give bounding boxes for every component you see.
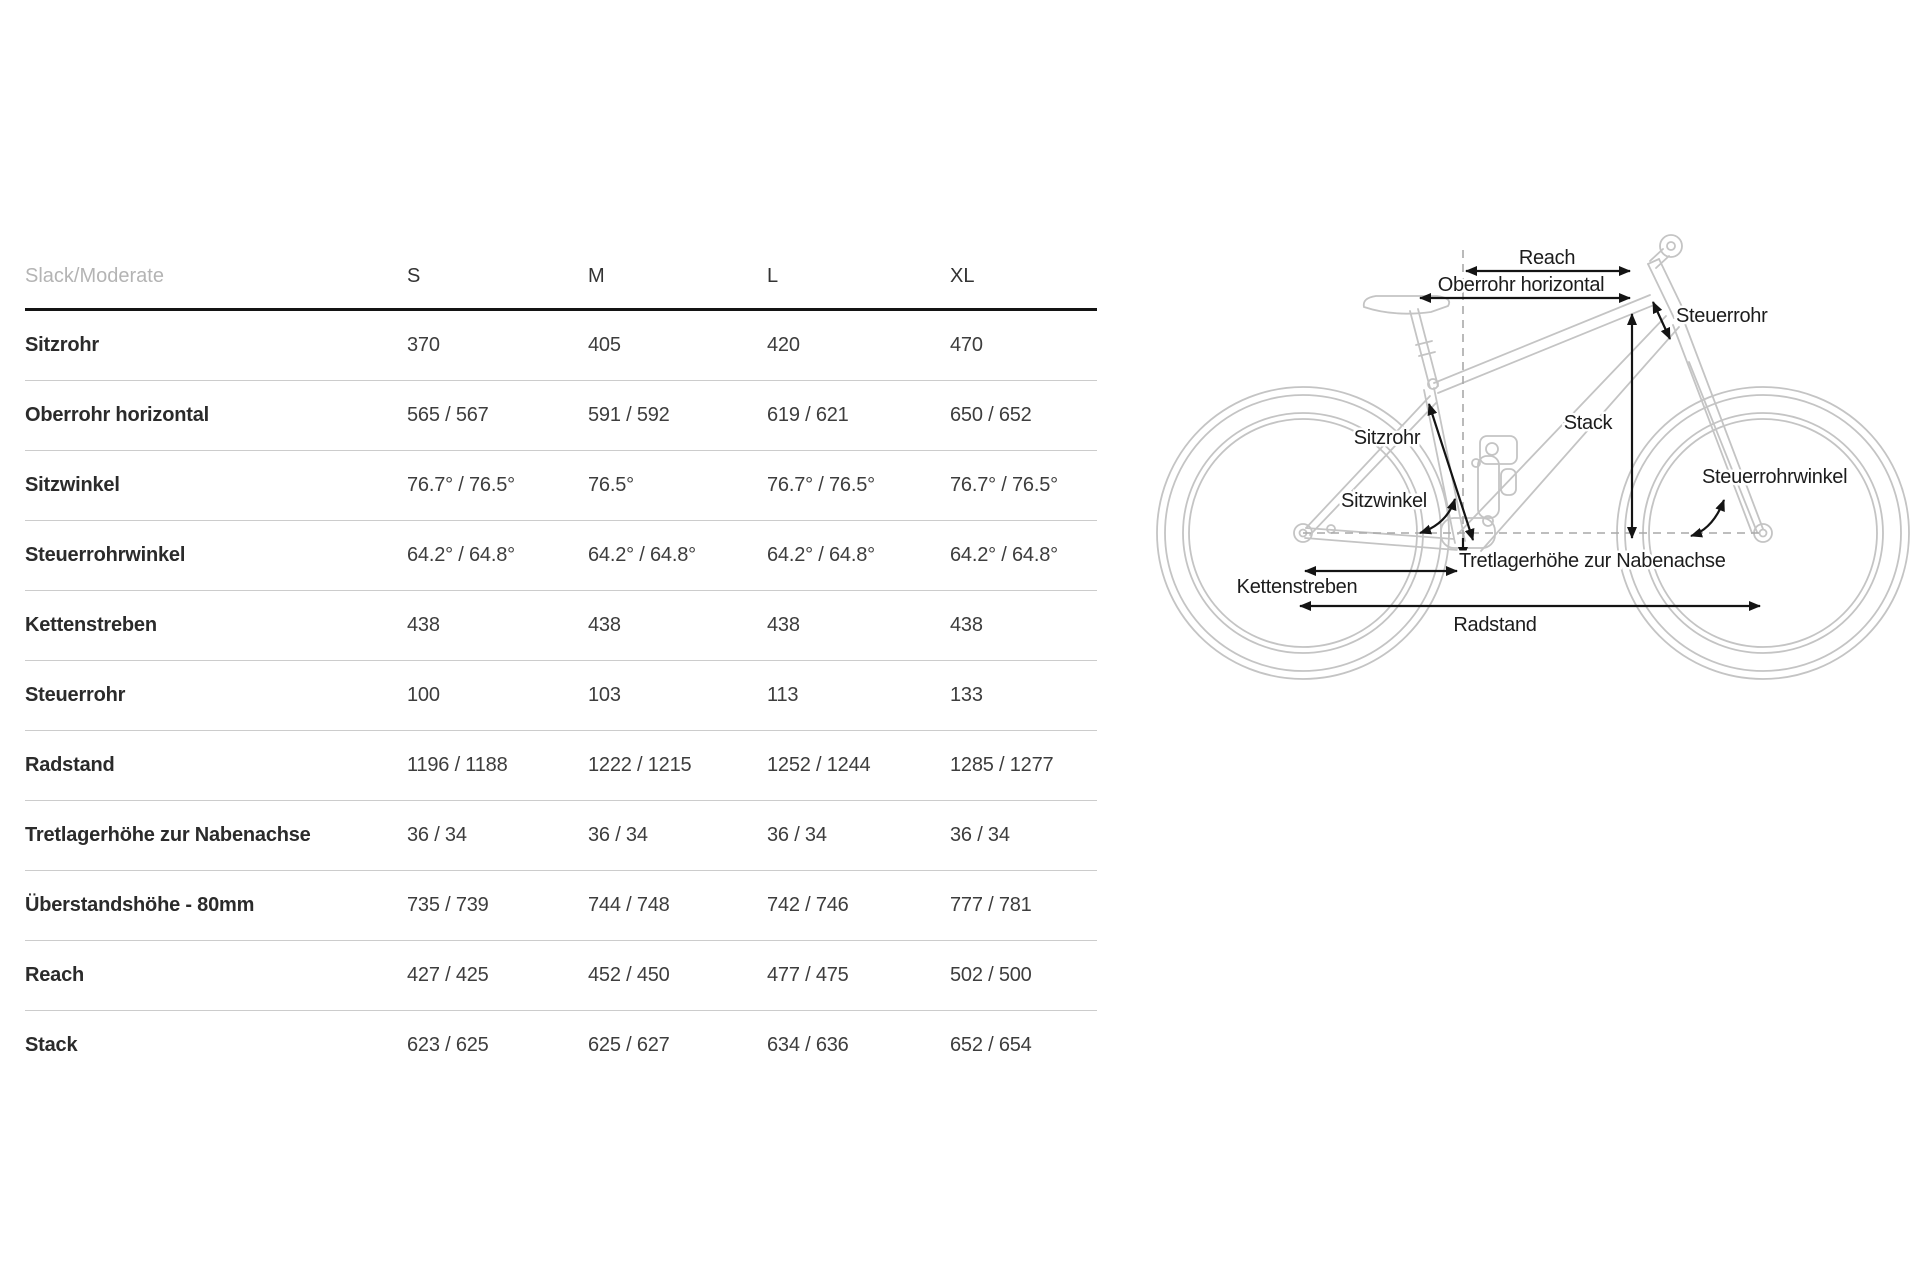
geometry-value-l: 76.7° / 76.5°: [767, 474, 875, 496]
geometry-value-l: 619 / 621: [767, 404, 849, 426]
diagram-label-kettenstreben: Kettenstreben: [1236, 576, 1358, 598]
geometry-value-m: 591 / 592: [588, 404, 670, 426]
geometry-value-s: 427 / 425: [407, 964, 489, 986]
geometry-row-label: Kettenstreben: [25, 614, 157, 636]
geometry-value-m: 438: [588, 614, 621, 636]
diagram-label-steuerrohrwinkel: Steuerrohrwinkel: [1702, 466, 1848, 488]
geometry-value-s: 623 / 625: [407, 1034, 489, 1056]
geometry-value-xl: 1285 / 1277: [950, 754, 1054, 776]
geometry-value-xl: 76.7° / 76.5°: [950, 474, 1058, 496]
geometry-value-xl: 133: [950, 684, 983, 706]
geometry-value-l: 420: [767, 334, 800, 356]
geometry-row-label: Radstand: [25, 754, 115, 776]
geometry-value-s: 36 / 34: [407, 824, 467, 846]
column-header-xl: XL: [950, 264, 975, 287]
geometry-value-m: 744 / 748: [588, 894, 670, 916]
geometry-row-label: Stack: [25, 1034, 78, 1056]
diagram-label-steuerrohr: Steuerrohr: [1676, 305, 1768, 327]
geometry-value-l: 1252 / 1244: [767, 754, 871, 776]
geometry-value-m: 1222 / 1215: [588, 754, 692, 776]
geometry-row-label: Überstandshöhe - 80mm: [25, 894, 255, 916]
diagram-label-tretlagerhoehe: Tretlagerhöhe zur Nabenachse: [1459, 550, 1726, 572]
geometry-value-s: 735 / 739: [407, 894, 489, 916]
geometry-row-label: Reach: [25, 964, 85, 986]
diagram-label-radstand: Radstand: [1453, 614, 1537, 636]
diagram-label-oberrohr-horizontal: Oberrohr horizontal: [1437, 274, 1605, 296]
geometry-value-s: 370: [407, 334, 440, 356]
geometry-value-s: 64.2° / 64.8°: [407, 544, 515, 566]
geometry-value-m: 405: [588, 334, 621, 356]
geometry-value-xl: 502 / 500: [950, 964, 1032, 986]
geometry-value-l: 113: [767, 684, 799, 706]
diagram-label-sitzwinkel: Sitzwinkel: [1341, 490, 1427, 512]
geometry-value-l: 634 / 636: [767, 1034, 849, 1056]
column-header-l: L: [767, 264, 779, 287]
geometry-value-s: 438: [407, 614, 440, 636]
table-corner-label: Slack/Moderate: [25, 264, 164, 287]
geometry-row-label: Steuerrohrwinkel: [25, 544, 186, 566]
geometry-row-label: Sitzwinkel: [25, 474, 120, 496]
geometry-value-m: 36 / 34: [588, 824, 648, 846]
geometry-value-s: 1196 / 1188: [407, 754, 508, 776]
geometry-row-label: Sitzrohr: [25, 334, 99, 356]
geometry-value-s: 100: [407, 684, 440, 706]
steuerrohrwinkel-angle-arc: [1691, 500, 1724, 536]
column-header-s: S: [407, 264, 421, 287]
geometry-value-l: 36 / 34: [767, 824, 827, 846]
geometry-value-m: 76.5°: [588, 474, 634, 496]
diagram-label-reach: Reach: [1518, 247, 1576, 269]
geometry-value-xl: 438: [950, 614, 983, 636]
geometry-value-l: 438: [767, 614, 800, 636]
column-header-m: M: [588, 264, 605, 287]
geometry-value-l: 477 / 475: [767, 964, 849, 986]
geometry-row-label: Steuerrohr: [25, 684, 126, 706]
geometry-value-l: 742 / 746: [767, 894, 849, 916]
steuerrohr-dimension-arrow: [1653, 302, 1670, 339]
geometry-value-xl: 36 / 34: [950, 824, 1010, 846]
geometry-value-xl: 777 / 781: [950, 894, 1032, 916]
diagram-label-sitzrohr: Sitzrohr: [1353, 427, 1421, 449]
diagram-label-stack: Stack: [1563, 412, 1613, 434]
geometry-value-m: 625 / 627: [588, 1034, 670, 1056]
geometry-row-label: Oberrohr horizontal: [25, 404, 209, 426]
geometry-value-l: 64.2° / 64.8°: [767, 544, 875, 566]
geometry-value-xl: 652 / 654: [950, 1034, 1032, 1056]
geometry-value-xl: 650 / 652: [950, 404, 1032, 426]
geometry-value-m: 452 / 450: [588, 964, 670, 986]
geometry-value-xl: 470: [950, 334, 983, 356]
geometry-row-label: Tretlagerhöhe zur Nabenachse: [25, 824, 311, 846]
geometry-value-m: 64.2° / 64.8°: [588, 544, 696, 566]
geometry-value-s: 565 / 567: [407, 404, 489, 426]
geometry-value-m: 103: [588, 684, 621, 706]
geometry-value-s: 76.7° / 76.5°: [407, 474, 515, 496]
geometry-value-xl: 64.2° / 64.8°: [950, 544, 1058, 566]
